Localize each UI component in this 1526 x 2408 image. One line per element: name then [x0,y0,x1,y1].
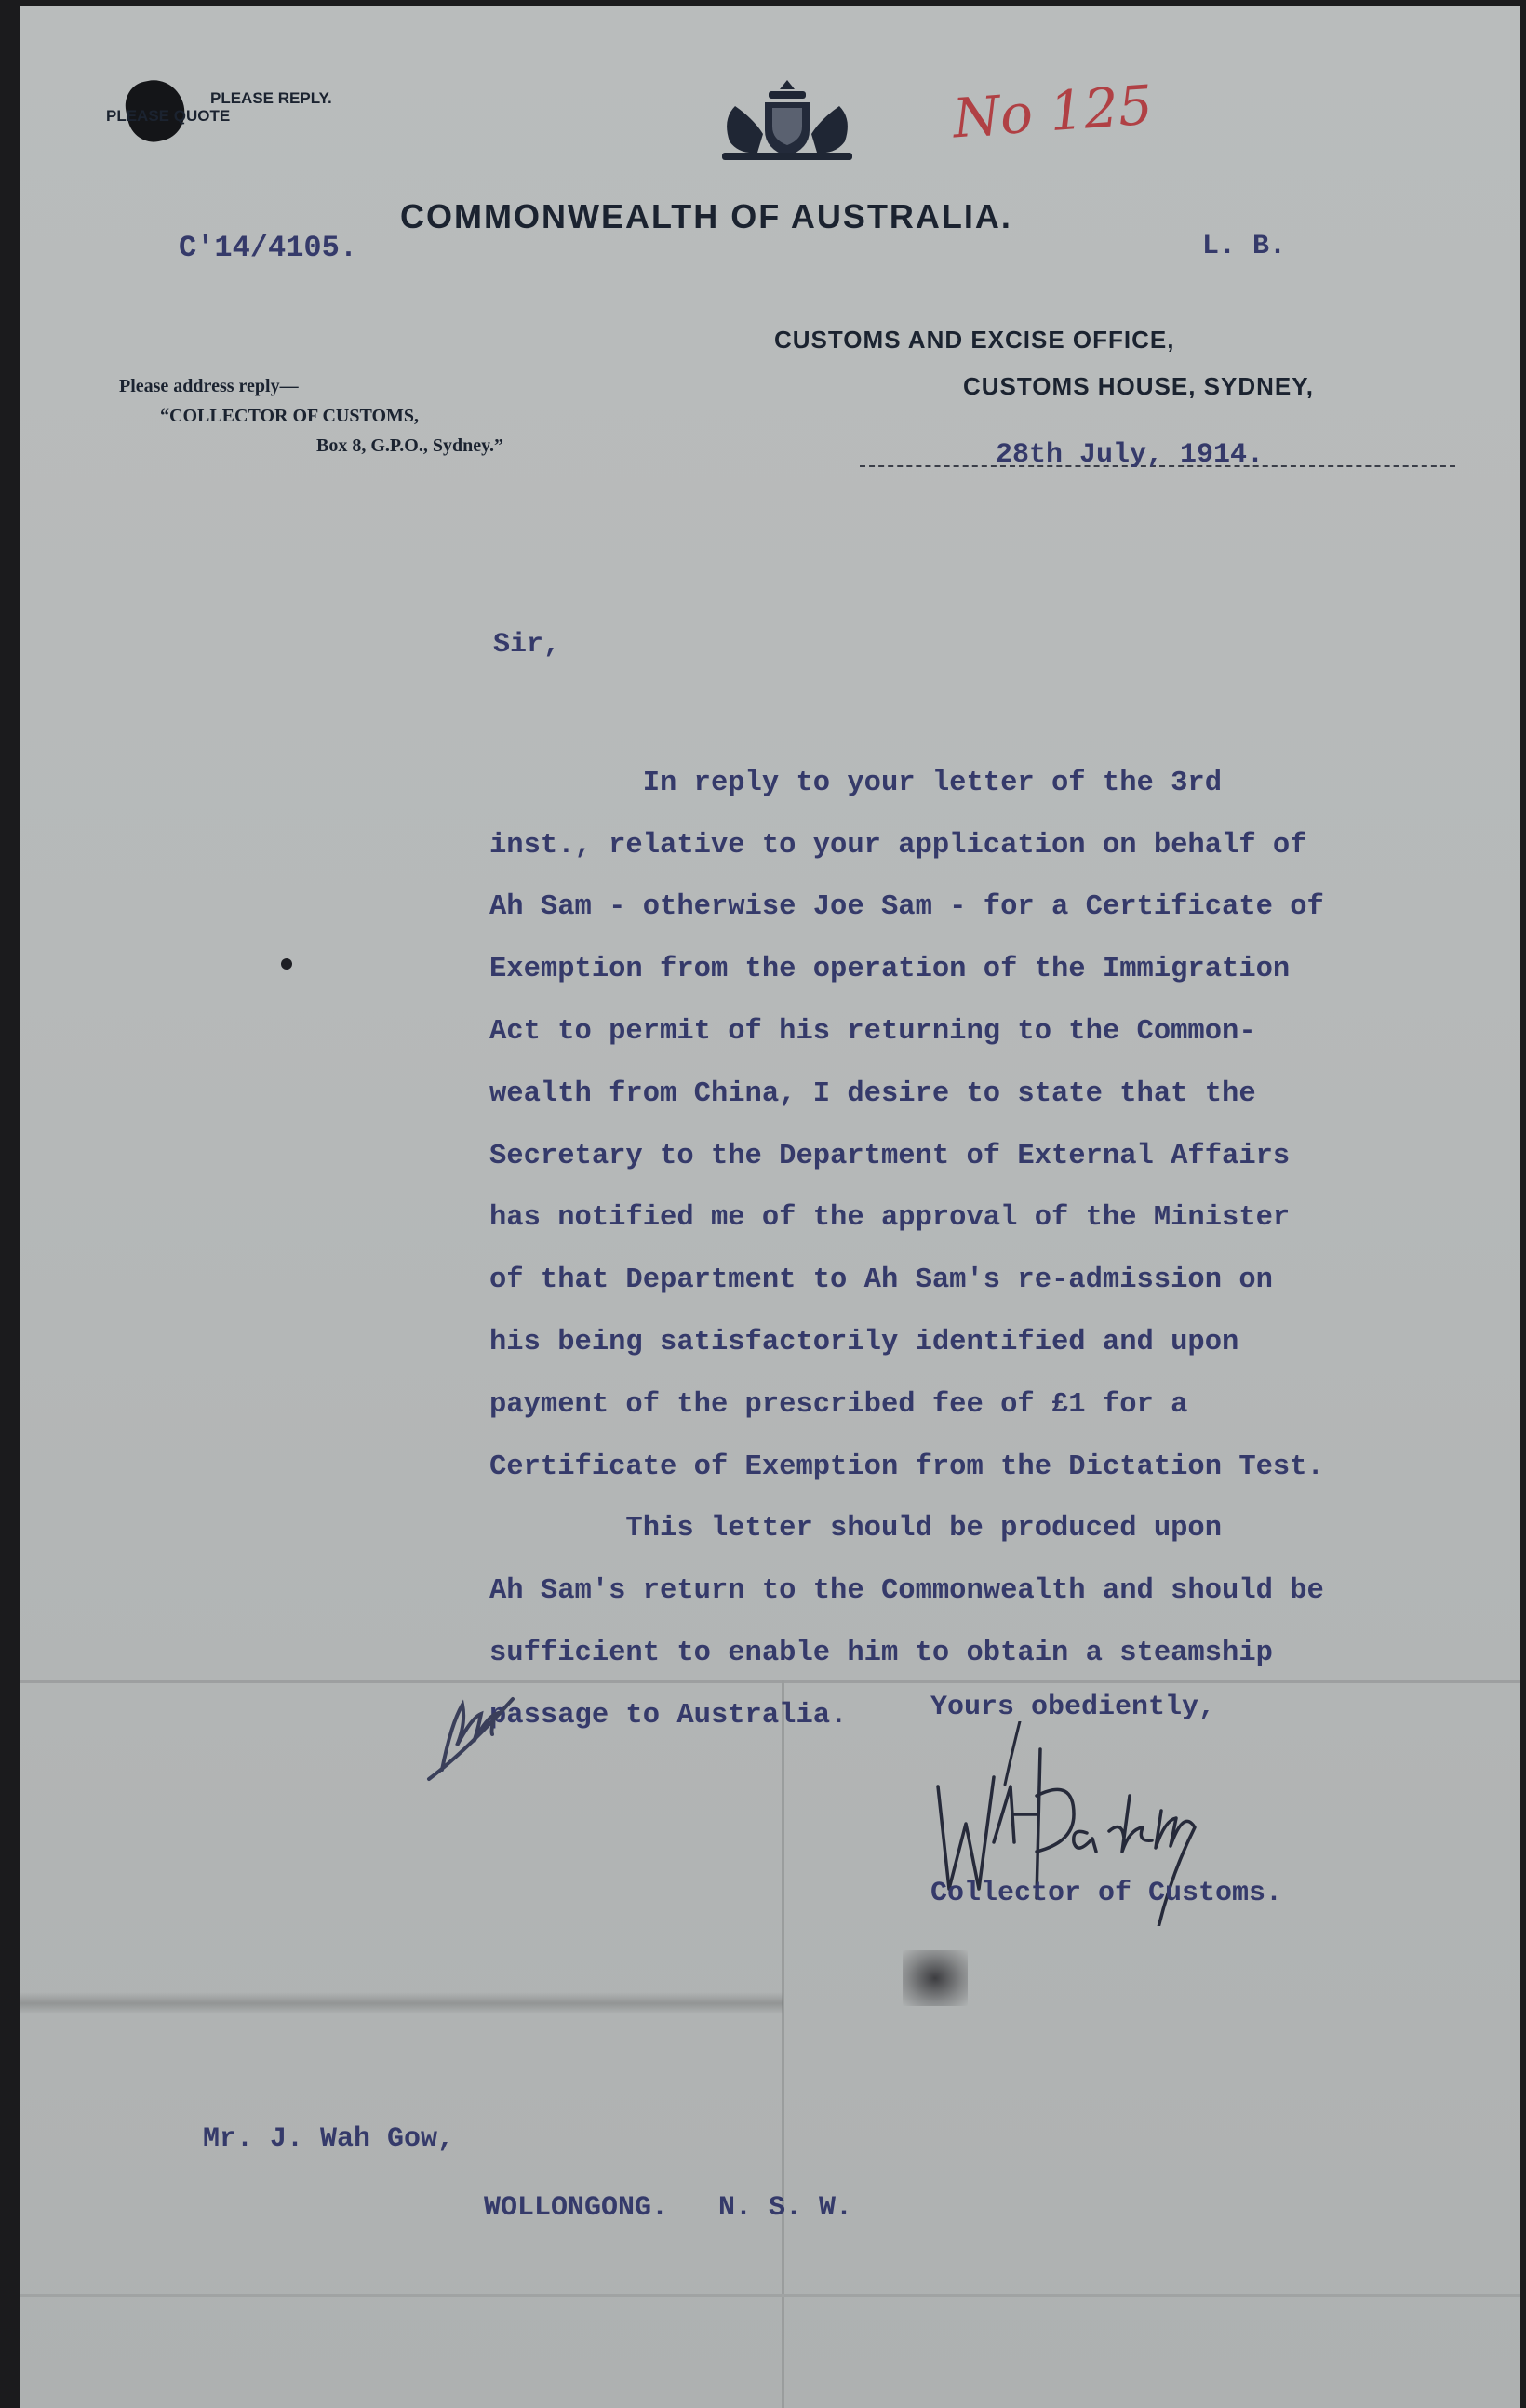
body-line: Certificate of Exemption from the Dictation Test. [489,1451,1324,1483]
letter-date: 28th July, 1914. [996,439,1265,471]
body-line: passage to Australia. [489,1699,848,1732]
reference-number: C'14/4105. [179,231,358,265]
signatory-title: Collector of Customs. [930,1878,1283,1909]
reply-note: PLEASE REPLY. PLEASE QUOTE [106,89,332,125]
body-line: This letter should be produced upon [489,1513,1223,1545]
closing: Yours obediently, [930,1692,1216,1723]
office-line-2: CUSTOMS HOUSE, SYDNEY, [963,372,1314,400]
body-line: Ah Sam's return to the Commonwealth and should be [489,1575,1324,1608]
body-line: wealth from China, I desire to state that the [489,1077,1256,1110]
address-note-line-1: Please address reply— [119,376,299,396]
ink-smudge [903,1950,968,2006]
body-line: In reply to your letter of the 3rd [489,767,1223,799]
body-line: payment of the prescribed fee of £1 for a [489,1388,1188,1421]
body-line: of that Department to Ah Sam's re-admission on [489,1264,1273,1297]
body-line: Secretary to the Department of External Affairs [489,1140,1291,1172]
body-line: sufficient to enable him to obtain a steamship [489,1637,1273,1669]
initials-code: L. B. [1202,231,1287,262]
recipient-town: WOLLONGONG. N. S. W. [484,2192,853,2224]
recipient-name: Mr. J. Wah Gow, [203,2123,455,2155]
fold-crease [20,1992,783,2014]
office-line-1: CUSTOMS AND EXCISE OFFICE, [774,326,1175,354]
body-line: Act to permit of his returning to the Common- [489,1015,1256,1048]
body-line: has notified me of the approval of the Minister [489,1202,1291,1235]
fold-line [20,2294,1520,2297]
coat-of-arms-emblem [716,74,858,164]
handwritten-file-number: No 125 [950,73,1155,151]
address-note-line-3: Box 8, G.P.O., Sydney.” [316,435,503,456]
body-line: inst., relative to your application on behalf of [489,829,1307,862]
handwritten-initials [423,1686,526,1788]
body-line: Exemption from the operation of the Immigration [489,954,1291,986]
letterhead-title: COMMONWEALTH OF AUSTRALIA. [400,197,1012,235]
body-line: Ah Sam - otherwise Joe Sam - for a Certificate of [489,891,1324,924]
letter-body [489,690,1324,1809]
body-line: his being satisfactorily identified and upon [489,1326,1239,1358]
address-note-line-2: “COLLECTOR OF CUSTOMS, [160,406,420,426]
salutation: Sir, [493,629,561,661]
ink-spot [281,958,292,970]
